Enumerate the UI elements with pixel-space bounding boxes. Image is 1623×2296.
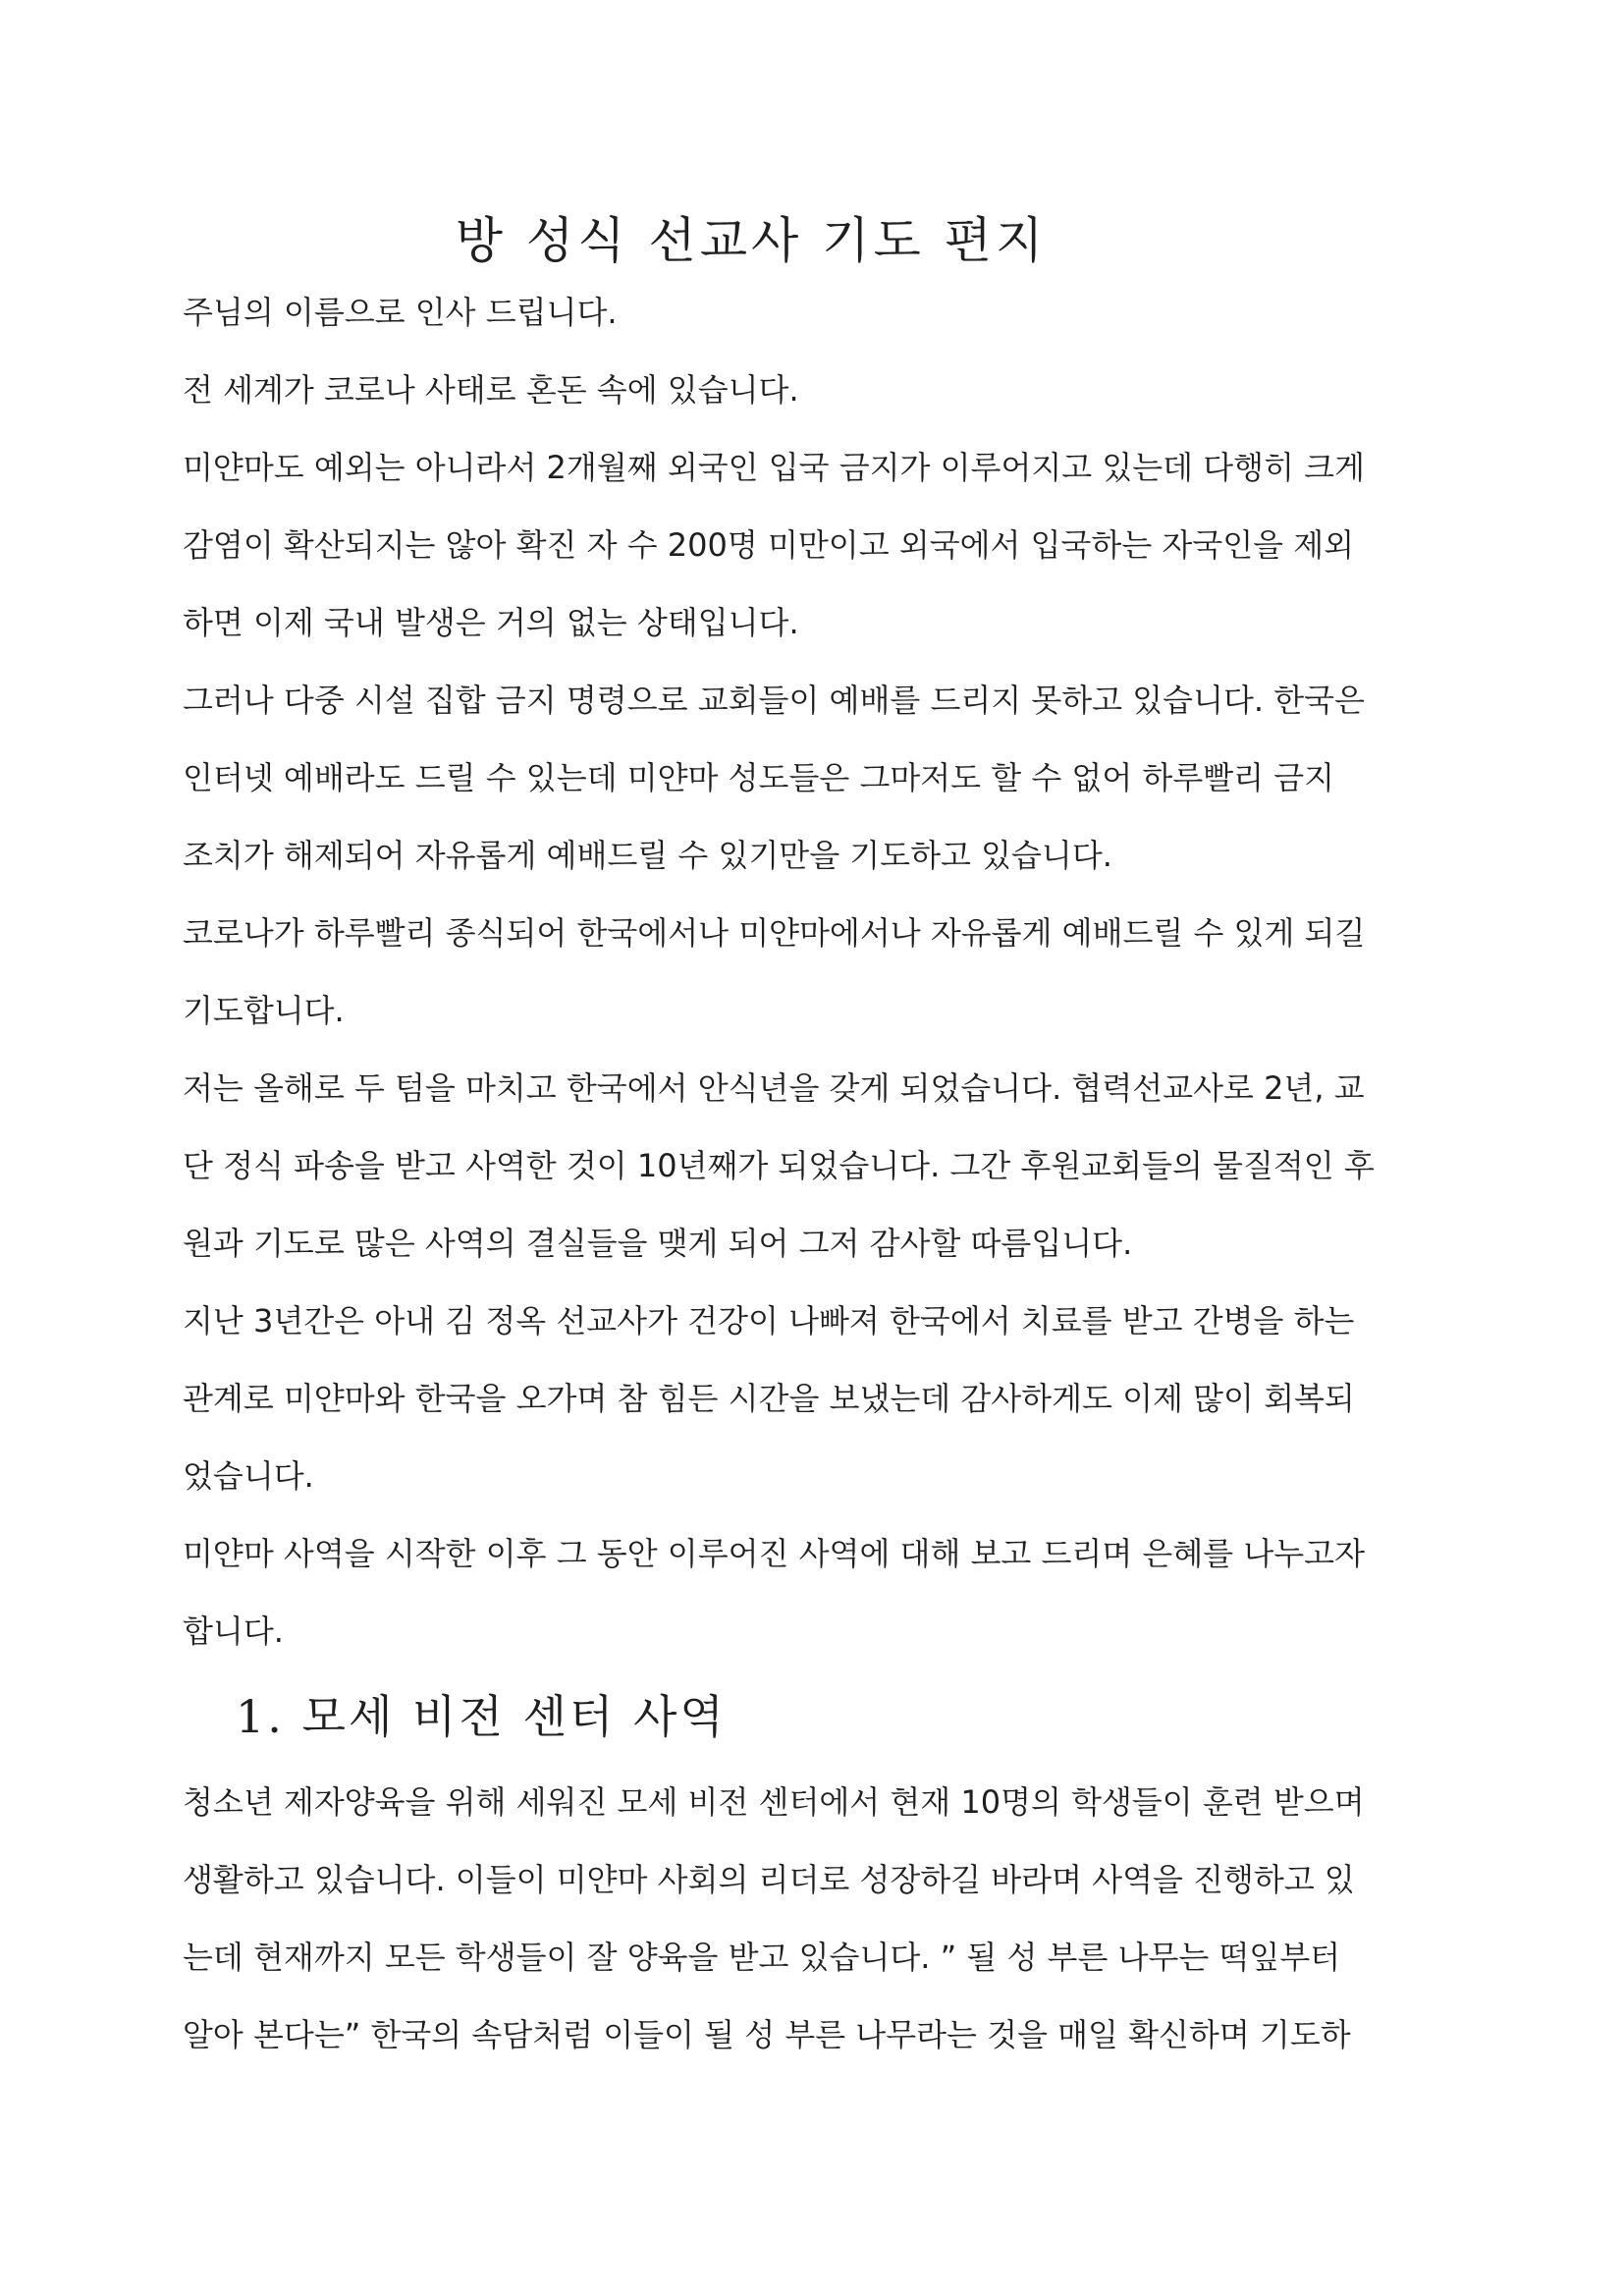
body-line: 기도합니다.: [183, 992, 345, 1029]
section-line: 청소년 제자양육을 위해 세워진 모세 비전 센터에서 현재 10명의 학생들이 훈련 받으며: [183, 1783, 1365, 1821]
letter-title: 방 성식 선교사 기도 편지: [455, 212, 1048, 269]
body-line: 원과 기도로 많은 사역의 결실들을 맺게 되어 그저 감사할 따름입니다.: [183, 1225, 1133, 1262]
body-line: 그러나 다중 시설 집합 금지 명령으로 교회들이 예배를 드리지 못하고 있습니다. 한국은: [183, 682, 1365, 719]
body-line: 합니다.: [183, 1613, 284, 1650]
body-line: 코로나가 하루빨리 종식되어 한국에서나 미얀마에서나 자유롭게 예배드릴 수 있게 되길: [183, 914, 1366, 952]
section-line: 생활하고 있습니다. 이들이 미얀마 사회의 리더로 성장하길 바라며 사역을 진행하고 있: [183, 1861, 1355, 1898]
section-heading: 1. 모세 비전 센터 사역: [236, 1690, 727, 1743]
body-line: 지난 3년간은 아내 김 정옥 선교사가 건강이 나빠져 한국에서 치료를 받고 간병을 하는: [183, 1302, 1355, 1339]
body-line: 미얀마도 예외는 아니라서 2개월째 외국인 입국 금지가 이루어지고 있는데 다행히 크게: [183, 449, 1366, 486]
body-line: 미얀마 사역을 시작한 이후 그 동안 이루어진 사역에 대해 보고 드리며 은혜를 나누고자: [183, 1535, 1365, 1572]
body-line: 주님의 이름으로 인사 드립니다.: [183, 294, 618, 331]
body-line: 하면 이제 국내 발생은 거의 없는 상태입니다.: [183, 604, 799, 641]
section-line: 알아 본다는” 한국의 속담처럼 이들이 될 성 부른 나무라는 것을 매일 확신하며 기도하: [183, 2016, 1351, 2053]
body-line: 었습니다.: [183, 1457, 314, 1495]
body-line: 조치가 해제되어 자유롭게 예배드릴 수 있기만을 기도하고 있습니다.: [183, 837, 1112, 874]
body-line: 인터넷 예배라도 드릴 수 있는데 미얀마 성도들은 그마저도 할 수 없어 하루빨리 금지: [183, 759, 1335, 796]
body-line: 관계로 미얀마와 한국을 오가며 참 힘든 시간을 보냈는데 감사하게도 이제 많이 회복되: [183, 1380, 1355, 1417]
body-line: 감염이 확산되지는 않아 확진 자 수 200명 미만이고 외국에서 입국하는 자국인을 제외: [183, 526, 1355, 564]
body-line: 단 정식 파송을 받고 사역한 것이 10년째가 되었습니다. 그간 후원교회들의 물질적인 후: [183, 1147, 1375, 1184]
body-line: 전 세계가 코로나 사태로 혼돈 속에 있습니다.: [183, 371, 799, 409]
section-line: 는데 현재까지 모든 학생들이 잘 양육을 받고 있습니다. ” 될 성 부른 나무는 떡잎부터: [183, 1939, 1341, 1976]
body-line: 저는 올해로 두 텀을 마치고 한국에서 안식년을 갖게 되었습니다. 협력선교사로 2년, 교: [183, 1069, 1365, 1107]
